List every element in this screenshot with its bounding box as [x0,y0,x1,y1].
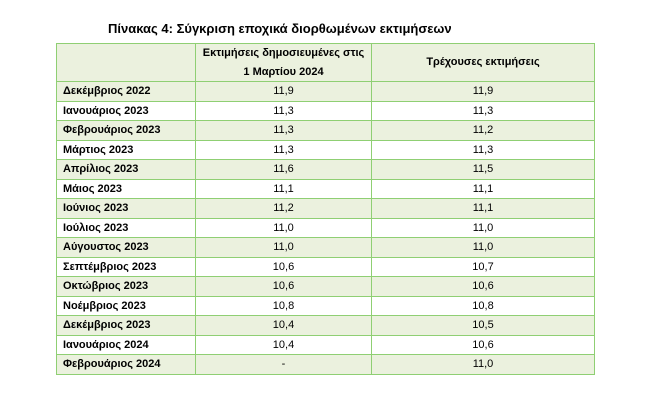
table-row [57,140,595,160]
table-row [57,199,595,219]
current-value-cell: 11,1 [372,179,595,199]
published-value-cell: 10,6 [196,257,372,277]
month-cell: Μάιος 2023 [57,179,196,199]
current-value-cell: 10,5 [372,316,595,336]
table-row [57,101,595,121]
current-value-cell: 11,0 [372,355,595,375]
published-value-cell: 11,3 [196,140,372,160]
header-published: Εκτιμήσεις δημοσιευμένες στις 1 Μαρτίου 2024 [196,44,372,82]
published-value-cell: 11,3 [196,121,372,141]
table-row [57,160,595,180]
published-value-cell: 10,6 [196,277,372,297]
table-row [57,238,595,258]
month-cell: Φεβρουάριος 2024 [57,355,196,375]
table-row [57,82,595,102]
month-cell: Φεβρουάριος 2023 [57,121,196,141]
month-cell: Σεπτέμβριος 2023 [57,257,196,277]
published-value-cell: 11,3 [196,101,372,121]
table-row [57,179,595,199]
current-value-cell: 11,0 [372,238,595,258]
month-cell: Μάρτιος 2023 [57,140,196,160]
table-row [57,257,595,277]
published-value-cell: 10,4 [196,316,372,336]
current-value-cell: 11,3 [372,101,595,121]
published-value-cell: - [196,355,372,375]
table-row [57,355,595,375]
table-row [57,296,595,316]
table-caption: Πίνακας 4: Σύγκριση εποχικά διορθωμένων εκτιμήσεων [108,21,452,36]
current-value-cell: 11,0 [372,218,595,238]
month-cell: Ιανουάριος 2023 [57,101,196,121]
table-row [57,316,595,336]
current-value-cell: 11,5 [372,160,595,180]
current-value-cell: 11,9 [372,82,595,102]
current-value-cell: 11,2 [372,121,595,141]
current-value-cell: 10,6 [372,277,595,297]
header-row [57,44,595,82]
current-value-cell: 11,3 [372,140,595,160]
month-cell: Ιούνιος 2023 [57,199,196,219]
month-cell: Αύγουστος 2023 [57,238,196,258]
published-value-cell: 11,1 [196,179,372,199]
month-cell: Ιανουάριος 2024 [57,335,196,355]
published-value-cell: 11,0 [196,238,372,258]
month-cell: Νοέμβριος 2023 [57,296,196,316]
month-cell: Δεκέμβριος 2022 [57,82,196,102]
table-body [57,82,595,375]
current-value-cell: 10,8 [372,296,595,316]
table-row [57,277,595,297]
month-cell: Απρίλιος 2023 [57,160,196,180]
published-value-cell: 11,0 [196,218,372,238]
published-value-cell: 10,4 [196,335,372,355]
table-row [57,218,595,238]
table-row [57,335,595,355]
current-value-cell: 10,7 [372,257,595,277]
month-cell: Οκτώβριος 2023 [57,277,196,297]
published-value-cell: 11,2 [196,199,372,219]
current-value-cell: 11,1 [372,199,595,219]
month-cell: Ιούλιος 2023 [57,218,196,238]
header-current: Τρέχουσες εκτιμήσεις [372,44,595,82]
published-value-cell: 11,9 [196,82,372,102]
header-corner-cell [57,44,196,82]
published-value-cell: 10,8 [196,296,372,316]
table-row [57,121,595,141]
published-value-cell: 11,6 [196,160,372,180]
estimates-comparison-table [56,43,595,375]
current-value-cell: 10,6 [372,335,595,355]
month-cell: Δεκέμβριος 2023 [57,316,196,336]
